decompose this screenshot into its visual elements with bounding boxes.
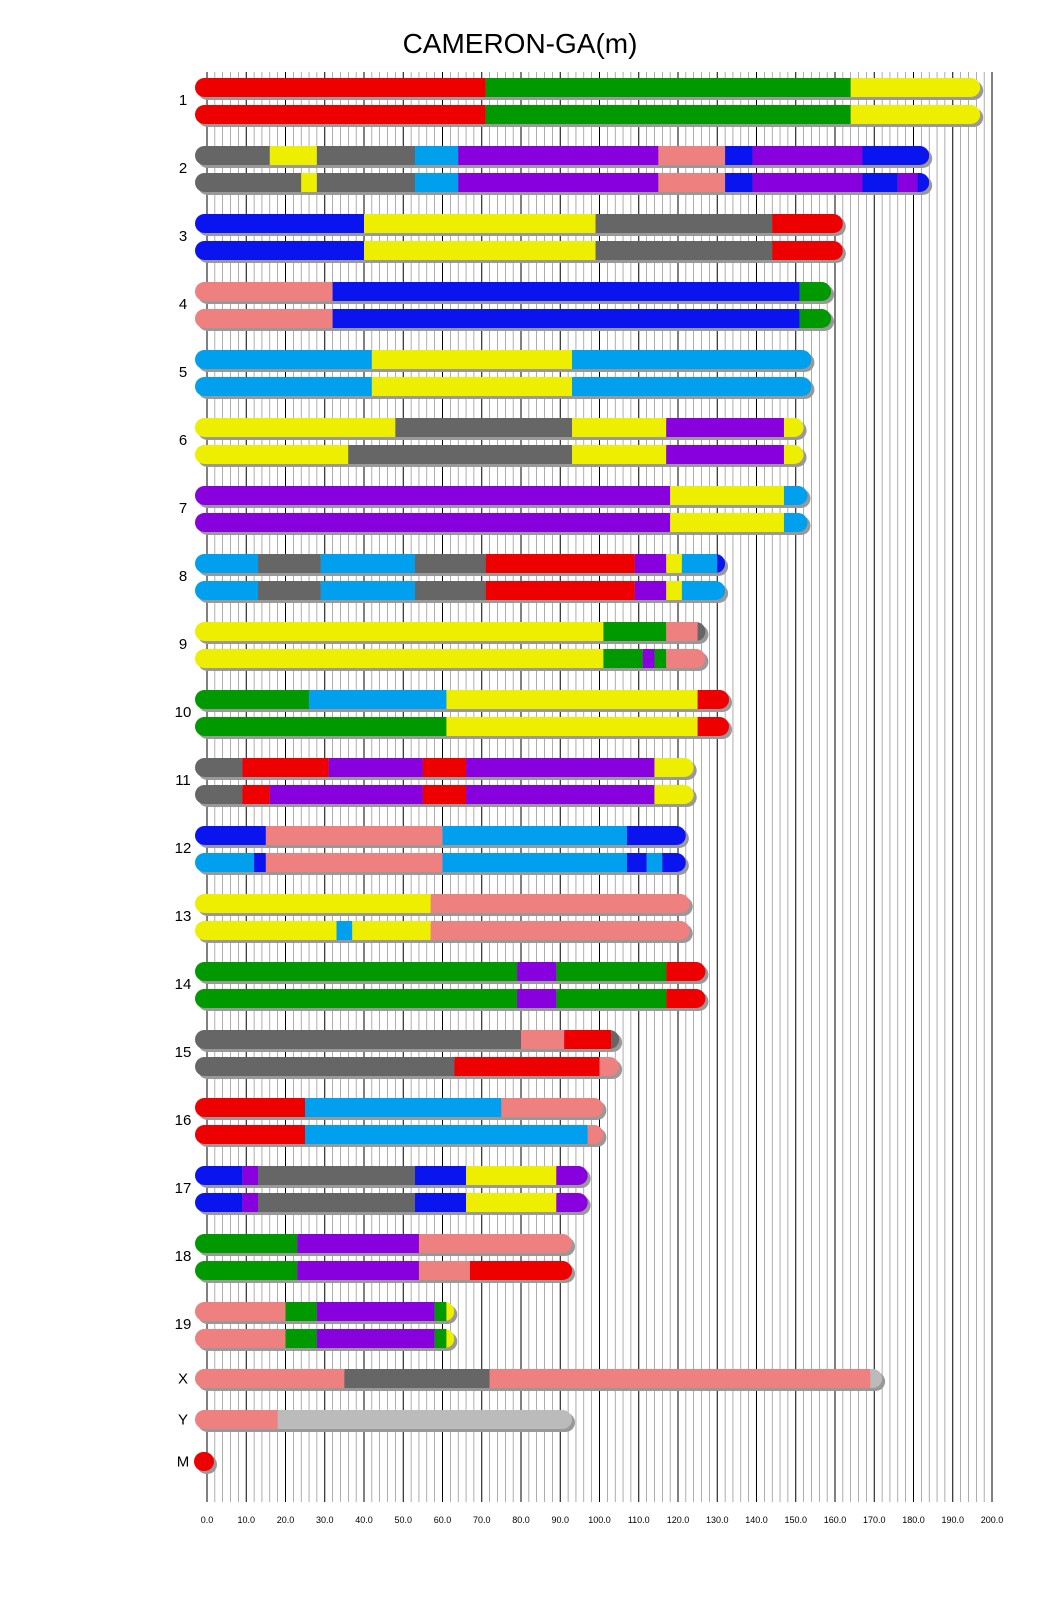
segment-pink [195,1369,344,1388]
axis-tick-label: 140.0 [745,1515,768,1525]
segment-yellow [195,894,431,913]
axis-tick-label: 100.0 [588,1515,611,1525]
segment-green [800,282,831,301]
segment-yellow [270,146,317,165]
axis-tick-label: 30.0 [315,1515,334,1525]
segment-purple [666,445,784,464]
segment-red [194,1452,214,1471]
segment-pink [658,146,725,165]
segment-red [470,1261,572,1280]
segment-green [486,105,851,124]
segment-green [195,690,309,709]
segment-blue [627,853,647,872]
segment-purple [666,418,784,437]
segment-green [195,962,517,981]
segment-red [666,989,705,1008]
segment-purple [195,486,670,505]
axis-tick-label: 80.0 [512,1515,530,1525]
haplotype-bar [195,105,983,127]
segment-green [556,989,666,1008]
segment-lightblue [443,826,627,845]
segment-red [772,241,843,260]
segment-gray [348,445,572,464]
segment-pink [521,1030,564,1049]
haplotype-bar [195,1098,606,1120]
segment-lightblue [195,581,258,600]
segment-green [195,989,517,1008]
segment-gray [195,173,301,192]
segment-purple [458,146,658,165]
segment-blue [415,1166,466,1185]
axis-tick-label: 170.0 [862,1515,886,1525]
segment-green [800,309,831,328]
segment-yellow [195,445,348,464]
segment-blue [662,853,686,872]
segment-blue [333,282,800,301]
segment-pink [419,1234,572,1253]
haplotype-bar [195,554,728,576]
segment-purple [517,962,556,981]
segment-red [195,1098,305,1117]
segment-red [698,717,729,736]
chromosome-label-19: 19 [174,1316,192,1333]
segment-lightblue [321,554,415,573]
haplotype-bar [195,1193,591,1215]
chromosome-label-18: 18 [174,1248,192,1265]
axis-tick-label: 70.0 [472,1515,491,1525]
segment-yellow [195,622,603,641]
segment-gray [258,1193,415,1212]
figure-title: CAMERON-GA(m) [402,28,638,59]
chromosome-label-5: 5 [178,364,188,381]
axis-tick-label: 50.0 [394,1515,413,1525]
segment-yellow [466,1193,556,1212]
segment-yellow [666,554,682,573]
haplotype-bar [195,1234,575,1256]
segment-red [486,581,635,600]
chromosome-label-12: 12 [174,840,192,857]
haplotype-bar [195,445,807,467]
segment-red [772,214,843,233]
haplotype-bar [195,350,814,372]
axis-tick-label: 20.0 [276,1515,295,1525]
segment-red [195,78,486,97]
segment-green [603,622,666,641]
axis-tick-label: 110.0 [627,1515,650,1525]
axis-tick-label: 180.0 [902,1515,925,1525]
chromosome-label-X: X [177,1370,189,1388]
segment-purple [195,513,670,532]
segment-blue [725,146,752,165]
segment-purple [329,758,423,777]
segment-blue [627,826,686,845]
haplotype-bar [195,785,697,807]
haplotype-bar [195,581,728,603]
segment-pink [266,826,443,845]
haplotype-bar [195,486,811,508]
segment-yellow [784,445,804,464]
segment-yellow [446,717,697,736]
segment-purple [242,1166,258,1185]
segment-gray [195,758,242,777]
segment-green [195,1261,297,1280]
haplotype-bar [195,513,811,535]
haplotype-bar [195,1166,591,1188]
segment-lightblue [784,513,808,532]
haplotype-bar [195,1302,457,1324]
haplotype-bar [195,894,693,916]
segment-blue [195,826,266,845]
segment-gray [258,1166,415,1185]
segment-purple [466,785,654,804]
haplotype-bar [195,1261,575,1283]
haplotype-bar [195,418,807,440]
segment-silver [278,1410,572,1429]
segment-yellow [466,1166,556,1185]
chromosome-bars [194,78,983,1474]
axis-tick-label: 130.0 [705,1515,729,1525]
haplotype-bar [195,1125,606,1147]
haplotype-bar [195,690,732,712]
haplotype-bar [195,173,932,195]
segment-pink [431,894,690,913]
segment-blue [195,214,364,233]
segment-red [242,758,328,777]
segment-gray [195,146,270,165]
chromosome-label-Y: Y [177,1411,189,1429]
segment-pink [419,1261,470,1280]
segment-pink [195,1410,278,1429]
segment-pink [490,1369,871,1388]
chromosome-label-15: 15 [174,1044,192,1061]
segment-purple [643,649,655,668]
chromosome-labels [175,92,192,1471]
segment-lightblue [195,350,372,369]
segment-green [435,1329,447,1348]
segment-purple [466,758,654,777]
segment-blue [862,173,897,192]
segment-purple [753,146,863,165]
segment-lightblue [305,1098,501,1117]
segment-green [195,1234,297,1253]
haplotype-bar [195,78,983,100]
segment-green [654,649,666,668]
segment-pink [195,1329,286,1348]
segment-purple [635,581,666,600]
segment-pink [501,1098,603,1117]
segment-gray [344,1369,489,1388]
haplotype-bar [195,989,708,1011]
haplotype-bar [195,1410,575,1432]
segment-pink [431,921,690,940]
chromosome-label-1: 1 [178,92,188,109]
segment-blue [333,309,800,328]
segment-lightblue [337,921,353,940]
chromosome-label-7: 7 [178,500,188,517]
segment-gray [415,554,486,573]
haplotype-bar [195,241,846,263]
segment-yellow [572,445,666,464]
axis-tick-label: 150.0 [784,1515,808,1525]
haplotype-bar [195,1057,622,1079]
haplotype-bar [195,649,708,671]
chromosome-label-16: 16 [174,1112,192,1129]
segment-gray [395,418,572,437]
segment-lightblue [305,1125,588,1144]
segment-yellow [572,418,666,437]
chromosome-label-4: 4 [178,296,188,313]
segment-yellow [784,418,804,437]
segment-lightblue [682,581,725,600]
segment-gray [317,173,415,192]
segment-gray [195,1057,454,1076]
segment-pink [666,649,705,668]
segment-red [564,1030,611,1049]
segment-gray [195,1030,521,1049]
axis-tick-label: 10.0 [237,1515,256,1525]
segment-pink [195,309,333,328]
segment-red [195,105,486,124]
haplotype-bar [195,1030,622,1052]
segment-gray [258,581,321,600]
axis-tick-label: 90.0 [551,1515,570,1525]
segment-yellow [670,486,784,505]
segment-lightblue [415,173,458,192]
haplotype-bar [195,309,834,331]
segment-blue [415,1193,466,1212]
haplotype-bar [195,921,693,943]
segment-lightblue [682,554,717,573]
segment-yellow [195,418,395,437]
haplotype-bar [195,622,708,644]
segment-lightblue [415,146,458,165]
segment-green [486,78,851,97]
axis-tick-label: 40.0 [355,1515,373,1525]
segment-purple [297,1261,419,1280]
segment-pink [195,282,333,301]
segment-red [486,554,635,573]
segment-yellow [195,649,603,668]
segment-green [286,1329,317,1348]
haplotype-bar [195,377,814,399]
segment-yellow [301,173,317,192]
segment-red [666,962,705,981]
haplotype-bar [195,146,932,168]
axis-ticks [201,1515,1004,1525]
segment-gray [596,241,773,260]
segment-lightblue [195,853,254,872]
axis-tick-label: 120.0 [666,1515,690,1525]
segment-yellow [666,581,682,600]
haplotype-bar [195,758,697,780]
segment-purple [297,1234,419,1253]
segment-lightblue [784,486,808,505]
chromosome-label-3: 3 [178,228,188,245]
segment-yellow [372,350,572,369]
segment-yellow [352,921,431,940]
segment-purple [556,1166,587,1185]
chromosome-label-6: 6 [178,432,188,449]
axis-tick-label: 190.0 [941,1515,965,1525]
segment-red [454,1057,599,1076]
haplotype-bar [195,826,689,848]
segment-yellow [654,758,693,777]
segment-red [242,785,269,804]
segment-pink [600,1057,620,1076]
segment-green [556,962,666,981]
segment-lightblue [572,350,811,369]
chromosome-label-11: 11 [175,772,191,789]
segment-lightblue [321,581,415,600]
segment-yellow [364,241,596,260]
segment-red [698,690,729,709]
haplotype-bar [195,282,834,304]
segment-blue [195,1193,242,1212]
chromosome-label-2: 2 [178,160,188,177]
segment-purple [517,989,556,1008]
segment-gray [317,146,415,165]
axis-tick-label: 160.0 [823,1515,847,1525]
segment-lightblue [443,853,627,872]
segment-purple [898,173,918,192]
segment-lightblue [647,853,663,872]
segment-blue [725,173,752,192]
segment-yellow [364,214,596,233]
haplotype-bar [195,962,708,984]
segment-red [195,1125,305,1144]
segment-yellow [851,105,981,124]
segment-blue [862,146,929,165]
segment-blue [195,241,364,260]
haplotype-bar [195,1369,885,1391]
segment-green [195,717,446,736]
chromosome-label-10: 10 [174,704,192,721]
segment-gray [258,554,321,573]
haplotype-bar [195,214,846,236]
segment-gray [596,214,773,233]
segment-yellow [195,921,337,940]
chromosome-label-17: 17 [174,1180,192,1197]
axis-tick-label: 200.0 [980,1515,1004,1525]
segment-yellow [446,690,697,709]
segment-purple [242,1193,258,1212]
haplotype-bar [194,1452,217,1474]
segment-purple [270,785,423,804]
segment-blue [254,853,266,872]
segment-purple [556,1193,587,1212]
chromosome-label-14: 14 [174,976,192,993]
haplotype-bar [195,1329,457,1351]
chromosome-label-M: M [176,1453,190,1471]
segment-yellow [670,513,784,532]
segment-purple [317,1329,435,1348]
segment-yellow [654,785,693,804]
segment-purple [458,173,658,192]
segment-yellow [372,377,572,396]
chromosome-label-8: 8 [178,568,188,585]
segment-yellow [851,78,981,97]
segment-lightblue [195,377,372,396]
segment-red [423,758,466,777]
segment-green [603,649,642,668]
segment-gray [195,785,242,804]
axis-tick-label: 0.0 [200,1515,214,1525]
segment-pink [658,173,725,192]
chromosome-label-9: 9 [178,636,188,653]
chromosome-label-13: 13 [174,908,192,925]
segment-red [423,785,466,804]
segment-gray [415,581,486,600]
segment-purple [317,1302,435,1321]
segment-pink [266,853,443,872]
segment-purple [753,173,863,192]
segment-blue [195,1166,242,1185]
segment-lightblue [309,690,446,709]
segment-lightblue [572,377,811,396]
segment-lightblue [195,554,258,573]
segment-green [435,1302,447,1321]
segment-pink [195,1302,286,1321]
haplotype-bar [195,717,732,739]
axis-tick-label: 60.0 [433,1515,452,1525]
haplotype-bar [195,853,689,875]
segment-green [286,1302,317,1321]
segment-purple [635,554,666,573]
segment-pink [666,622,697,641]
